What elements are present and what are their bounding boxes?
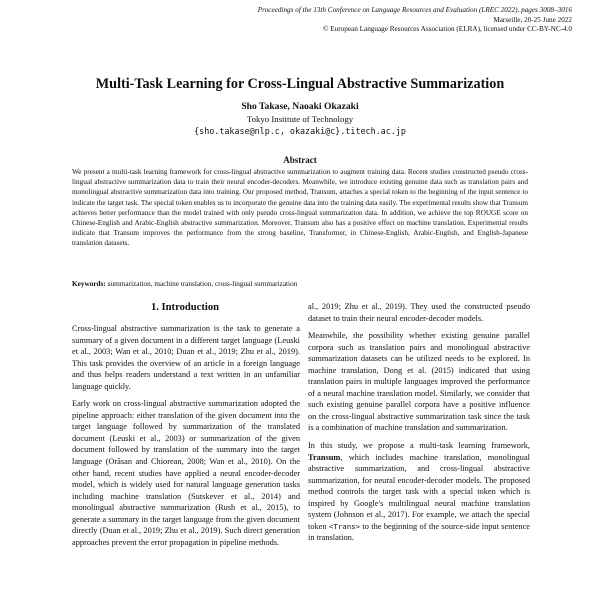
paper-email: {sho.takase@nlp.c, okazaki@c}.titech.ac.jp: [194, 126, 406, 136]
p4-text-c: to the beginning of the source-side input sentence in translation.: [308, 521, 530, 543]
venue-line: Marseille, 20-25 June 2022: [493, 15, 572, 24]
intro-paragraph-1: Cross-lingual abstractive summarization is the task to generate a summary of a given document in a different target language (Leuski et al., 2003; Wan et al., 2010; Duan et al., 2019; Zhu et al., 2019). This task provides the overview of an article in a foreign language and thus helps readers understand a text written in an unfamiliar language quickly.: [72, 324, 300, 391]
proceedings-header: [152, 6, 572, 35]
intro-paragraph-4: [308, 440, 530, 544]
keywords-label: Keywords:: [72, 280, 106, 288]
section-heading-introduction: 1. Introduction: [150, 302, 220, 313]
method-name: Transum: [308, 452, 341, 462]
proceedings-line: Proceedings of the 13th Conference on Language Resources and Evaluation (LREC 2022), pages 3008–3016: [257, 6, 572, 14]
left-column: [72, 323, 300, 554]
intro-paragraph-3: Meanwhile, the possibility whether existing genuine parallel corpora such as translation pairs and monolingual abstractive summarization datasets can be utilized needs to be explored. In machine translation, Dong et al. (2015) indicated that using translation pairs in multiple languages improved the performance of a neural machine translation model. Similarly, we consider that such existing genuine parallel corpora have a positive influence on the cross-lingual abstractive summarization task since the task is a combination of machine translation and summarization.: [308, 331, 530, 433]
paper-affiliation: Tokyo Institute of Technology: [246, 114, 354, 124]
paper-title: Multi-Task Learning for Cross-Lingual Abstractive Summarization: [95, 76, 505, 92]
keywords-text: summarization, machine translation, cross-lingual summarization: [105, 280, 298, 288]
paper-authors: Sho Takase, Naoaki Okazaki: [241, 101, 359, 112]
intro-paragraph-continued: al., 2019; Zhu et al., 2019). They used the constructed pseudo dataset to train their neural encoder-decoder models.: [308, 302, 530, 323]
special-token: <Trans>: [328, 521, 361, 531]
intro-paragraph-2: Early work on cross-lingual abstractive summarization adopted the pipeline approach: either translation of the given document into the target language followed by summarization of the translated document (Leuski et al., 2003) or summarization of the given document followed by translation of the summary into the target language (Orăsan and Chiorean, 2008; Wan et al., 2010). On the other hand, recent studies have applied a neural encoder-decoder model, which is widely used for natural language generation tasks including machine translation (Sutskever et al., 2014) and monolingual abstractive summarization (Rush et al., 2015), to generate a summary in the target language from the given document directly (Duan et al., 2019; Zhu et al., 2019). Such direct generation approaches prevent the error propagation in pipeline methods.: [72, 399, 300, 547]
p4-text-a: In this study, we propose a multi-task learning framework,: [308, 441, 530, 451]
keywords: [72, 279, 528, 289]
right-column: [308, 301, 530, 550]
license-line: © European Language Resources Association (ELRA), licensed under CC-BY-NC-4.0: [323, 25, 572, 34]
p4-text-b: , which includes machine translation, monolingual abstractive summarization, and cross-lingual abstractive summarization, for neural encoder-decoder models. The proposed method controls the target task with a special token which is inspired by Google's multilingual neural machine translation system (Johnson et al., 2017). For example, we attach the special token: [308, 452, 530, 531]
abstract-heading: Abstract: [283, 155, 317, 165]
abstract-text: We present a multi-task learning framework for cross-lingual abstractive summarization to augment training data. Recent studies constructed pseudo cross-lingual abstractive summarization data to train their neural encoder-decoders. Meanwhile, we introduce existing genuine data such as translation pairs and monolingual abstractive summarization data into training. Our proposed method, Transum, attaches a special token to the beginning of the input sentence to indicate the target task. The special token enables us to incorporate the genuine data into the training data easily. The experimental results show that Transum achieves better performance than the model trained with only pseudo cross-lingual summarization data. In addition, we achieve the top ROUGE score on Chinese-English and Arabic-English abstractive summarization. Moreover, Transum also has a positive effect on machine translation. Experimental results indicate that Transum improves the performance from the strong baseline, Transformer, in Chinese-English, Arabic-English, and English-Japanese translation datasets.: [72, 168, 528, 248]
